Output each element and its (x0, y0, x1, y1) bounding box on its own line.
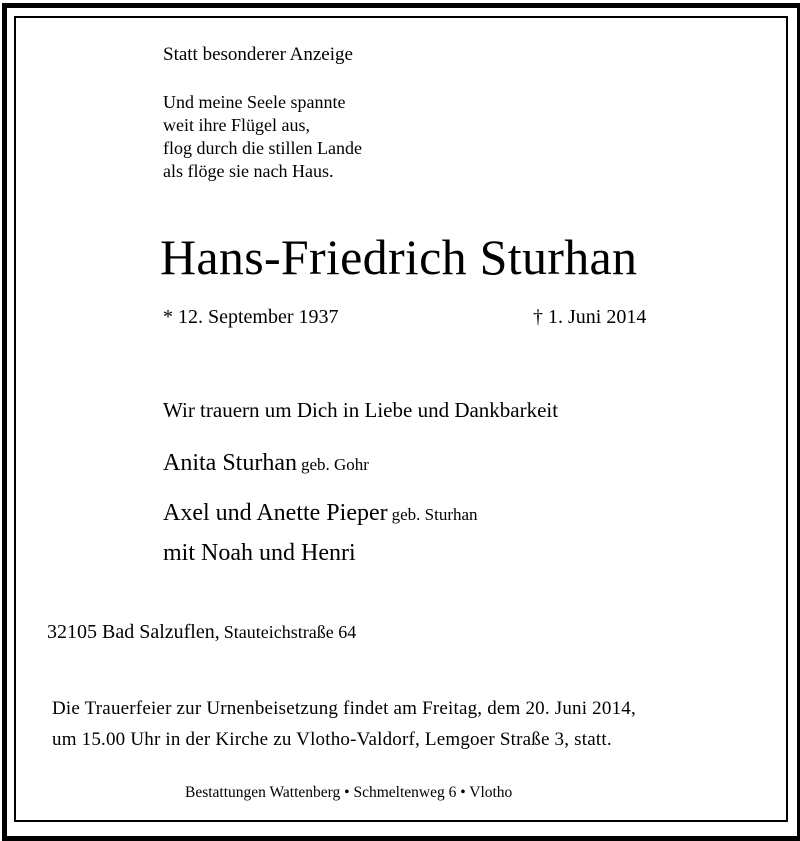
birth-name: geb. Gohr (300, 455, 369, 474)
deceased-name: Hans-Friedrich Sturhan (160, 229, 638, 285)
death-date: † 1. Juni 2014 (533, 306, 647, 328)
mourning-line: Wir trauern um Dich in Liebe und Dankbarkeit (163, 398, 559, 422)
verse-line: flog durch die stillen Lande (163, 138, 362, 158)
verse (163, 91, 362, 183)
service-line: um 15.00 Uhr in der Kirche zu Vlotho-Valdorf, Lemgoer Straße 3, statt. (52, 729, 612, 750)
birth-date: * 12. September 1937 (163, 306, 339, 328)
family-name: mit Noah und Henri (163, 540, 356, 566)
verse-line: als flöge sie nach Haus. (163, 161, 334, 181)
birth-name: geb. Sturhan (391, 505, 478, 524)
family-name: Axel und Anette Pieper (163, 500, 388, 526)
family-name: Anita Sturhan (163, 450, 297, 476)
address (47, 622, 356, 642)
verse-line: Und meine Seele spannte (163, 92, 346, 112)
funeral-home: Bestattungen Wattenberg • Schmeltenweg 6 • Vlotho (185, 784, 513, 801)
verse-line: weit ihre Flügel aus, (163, 115, 310, 135)
family-member (163, 541, 356, 565)
notice-header: Statt besonderer Anzeige (163, 44, 353, 65)
family-member (163, 451, 369, 475)
family-member (163, 501, 478, 525)
address-city: 32105 Bad Salzuflen, (47, 621, 220, 643)
service-line: Die Trauerfeier zur Urnenbeisetzung findet am Freitag, dem 20. Juni 2014, (52, 698, 636, 719)
address-street: Stauteichstraße 64 (223, 622, 357, 642)
